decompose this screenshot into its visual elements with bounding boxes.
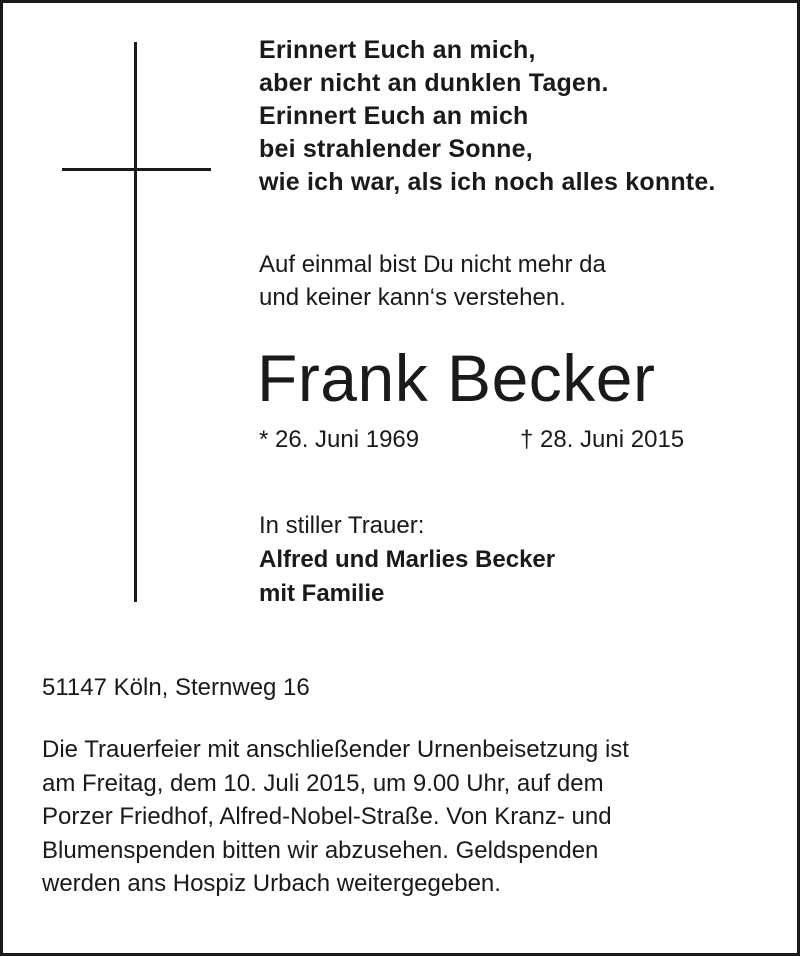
poem-line: aber nicht an dunklen Tagen. bbox=[259, 69, 609, 97]
verse-line: Auf einmal bist Du nicht mehr da bbox=[259, 251, 606, 278]
poem-line: Erinnert Euch an mich bbox=[259, 102, 529, 130]
verse-line: und keiner kann‘s verstehen. bbox=[259, 284, 566, 311]
ceremony-line: am Freitag, dem 10. Juli 2015, um 9.00 Uhr, auf dem bbox=[42, 769, 604, 797]
poem-line: wie ich war, als ich noch alles konnte. bbox=[259, 168, 716, 196]
mourners-family: mit Familie bbox=[259, 580, 385, 607]
mourners-intro: In stiller Trauer: bbox=[259, 512, 425, 539]
poem-verse bbox=[259, 34, 716, 199]
cross-icon-vertical-bar bbox=[134, 42, 137, 602]
ceremony-line: werden ans Hospiz Urbach weitergegeben. bbox=[42, 870, 501, 897]
family-address: 51147 Köln, Sternweg 16 bbox=[42, 674, 310, 701]
death-date: † 28. Juni 2015 bbox=[520, 426, 685, 453]
deceased-name: Frank Becker bbox=[257, 341, 656, 415]
mourners-names: Alfred und Marlies Becker bbox=[259, 546, 556, 573]
poem-line: Erinnert Euch an mich, bbox=[259, 36, 536, 64]
cross-icon-horizontal-bar bbox=[62, 168, 211, 171]
ceremony-line: Porzer Friedhof, Alfred-Nobel-Straße. Von Kranz- und bbox=[42, 803, 612, 830]
birth-date: * 26. Juni 1969 bbox=[259, 426, 420, 453]
ceremony-details bbox=[42, 733, 629, 901]
ceremony-line: Die Trauerfeier mit anschließender Urnenbeisetzung ist bbox=[42, 736, 629, 763]
ceremony-line: Blumenspenden bitten wir abzusehen. Geldspenden bbox=[42, 836, 599, 864]
second-verse bbox=[259, 248, 606, 314]
poem-line: bei strahlender Sonne, bbox=[259, 135, 533, 163]
mourners-block bbox=[259, 509, 555, 611]
